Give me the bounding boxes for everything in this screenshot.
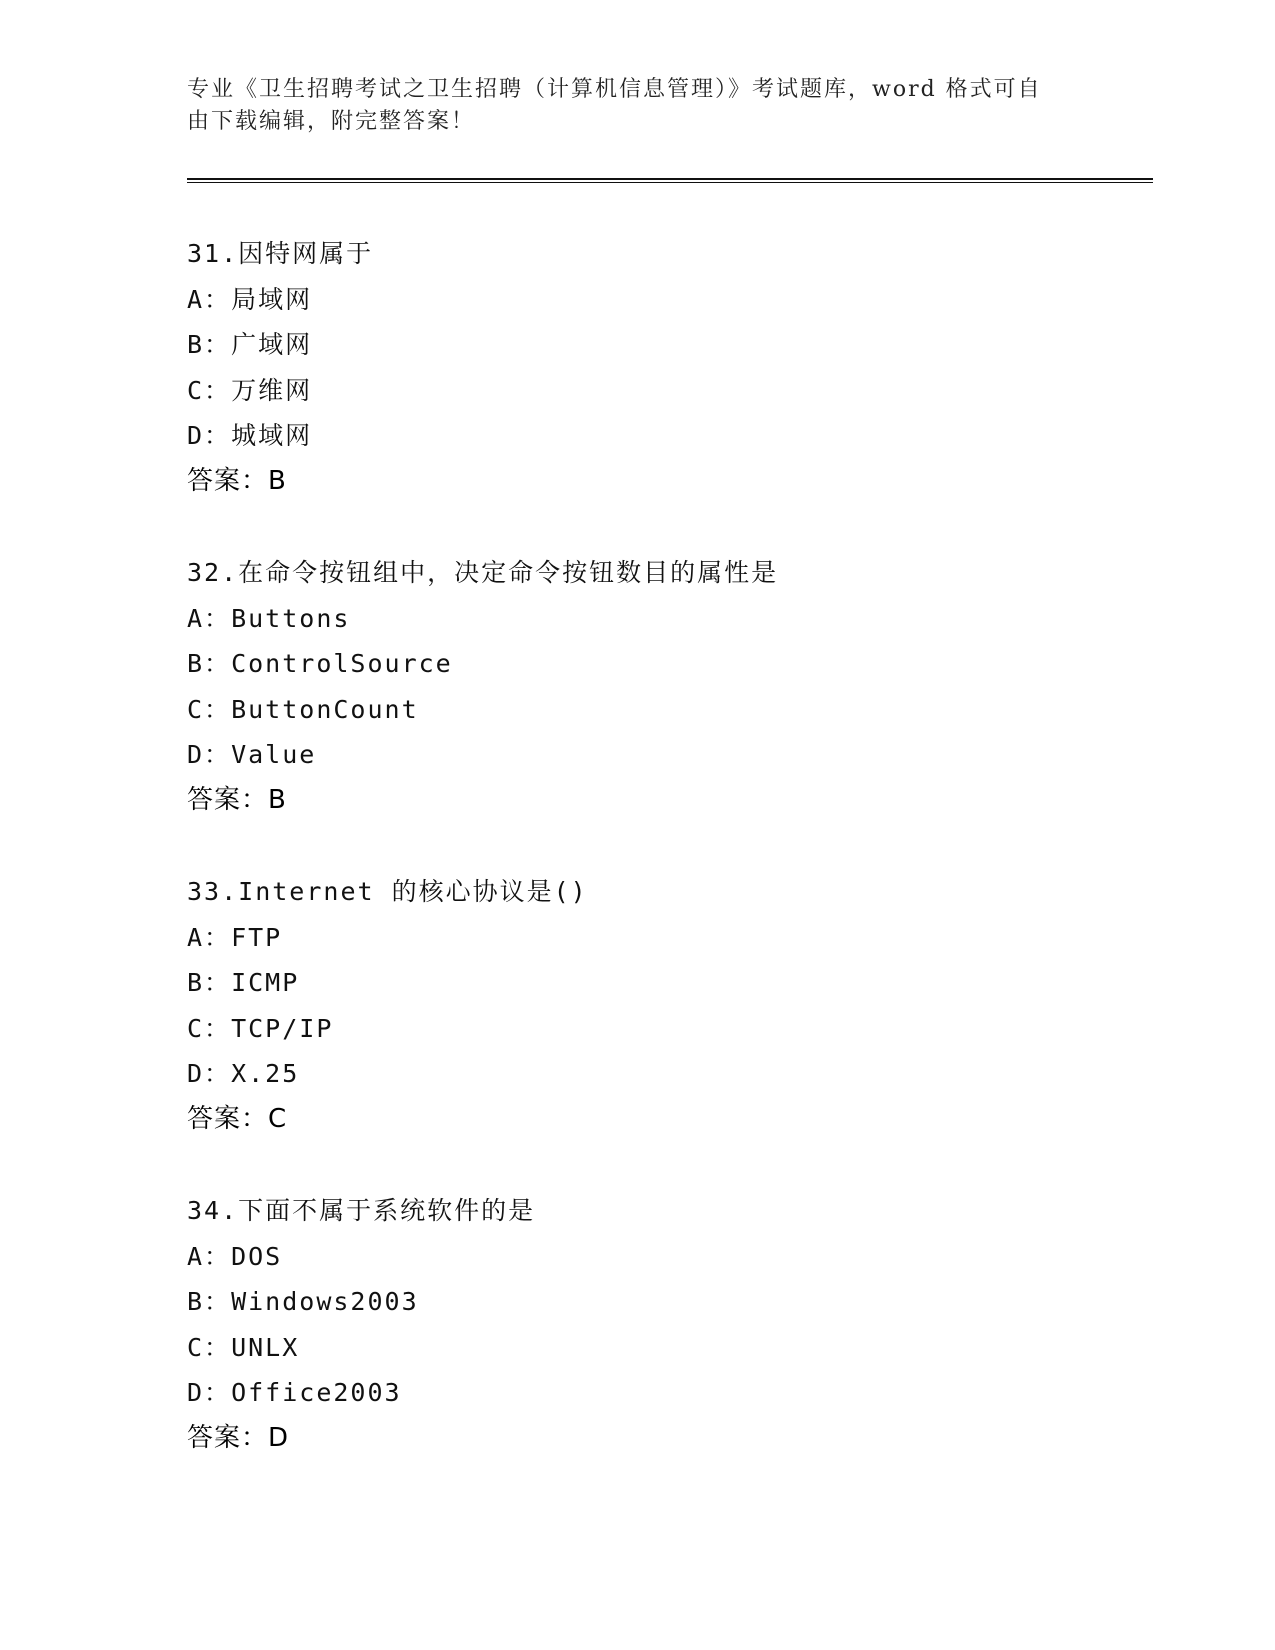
option-d [187,1370,1167,1416]
option-text: Office2003 [231,1378,402,1408]
option-text: 城域网 [231,421,313,451]
question-block-31 [187,231,1167,505]
option-prefix: A： [187,922,232,952]
document-header [187,74,1067,138]
option-text: X.25 [231,1059,300,1089]
option-prefix: A： [187,284,232,314]
option-text: DOS [231,1241,283,1271]
option-a [187,1234,1167,1280]
answer-line: 答案：D [187,1422,290,1453]
question-block-34 [187,1188,1167,1462]
option-c [187,687,1167,733]
option-text: Windows2003 [231,1287,419,1317]
option-text: 局域网 [231,284,313,314]
option-d [187,732,1167,778]
option-prefix: A： [187,1241,232,1271]
option-prefix: C： [187,1013,232,1043]
header-divider [187,178,1153,183]
question-stem: 34.下面不属于系统软件的是 [187,1196,536,1225]
option-b [187,960,1167,1006]
option-prefix: D： [187,1059,232,1089]
option-text: 广域网 [231,330,313,360]
option-text: ICMP [231,968,300,998]
option-a [187,915,1167,961]
header-line-1: 专业《卫生招聘考试之卫生招聘（计算机信息管理）》考试题库，word 格式可自 [187,77,1042,102]
option-b [187,322,1167,368]
option-text: 万维网 [231,375,313,405]
option-prefix: A： [187,603,232,633]
question-stem: 32.在命令按钮组中，决定命令按钮数目的属性是 [187,558,779,587]
option-c [187,1325,1167,1371]
option-b [187,641,1167,687]
question-block-32 [187,550,1167,824]
option-prefix: B： [187,968,232,998]
option-prefix: B： [187,1287,232,1317]
question-stem: 33.Internet 的核心协议是() [187,877,588,906]
question-block-33 [187,869,1167,1143]
option-prefix: C： [187,694,232,724]
option-b [187,1279,1167,1325]
option-a [187,596,1167,642]
option-prefix: C： [187,1332,232,1362]
question-stem: 31.因特网属于 [187,239,374,268]
option-text: Buttons [231,603,351,633]
option-d [187,1051,1167,1097]
option-c [187,1006,1167,1052]
option-text: ControlSource [231,649,453,679]
answer-line: 答案：B [187,465,287,496]
option-text: Value [231,740,317,770]
option-text: UNLX [231,1332,300,1362]
option-prefix: C： [187,375,232,405]
option-d [187,413,1167,459]
option-prefix: D： [187,1378,232,1408]
option-prefix: D： [187,740,232,770]
option-prefix: B： [187,649,232,679]
option-text: FTP [231,922,283,952]
header-line-2: 由下载编辑，附完整答案！ [187,109,476,134]
answer-line: 答案：B [187,784,287,815]
option-c [187,368,1167,414]
answer-line: 答案：C [187,1103,288,1134]
option-text: ButtonCount [231,694,419,724]
option-prefix: D： [187,421,232,451]
option-prefix: B： [187,330,232,360]
option-text: TCP/IP [231,1013,334,1043]
option-a [187,277,1167,323]
